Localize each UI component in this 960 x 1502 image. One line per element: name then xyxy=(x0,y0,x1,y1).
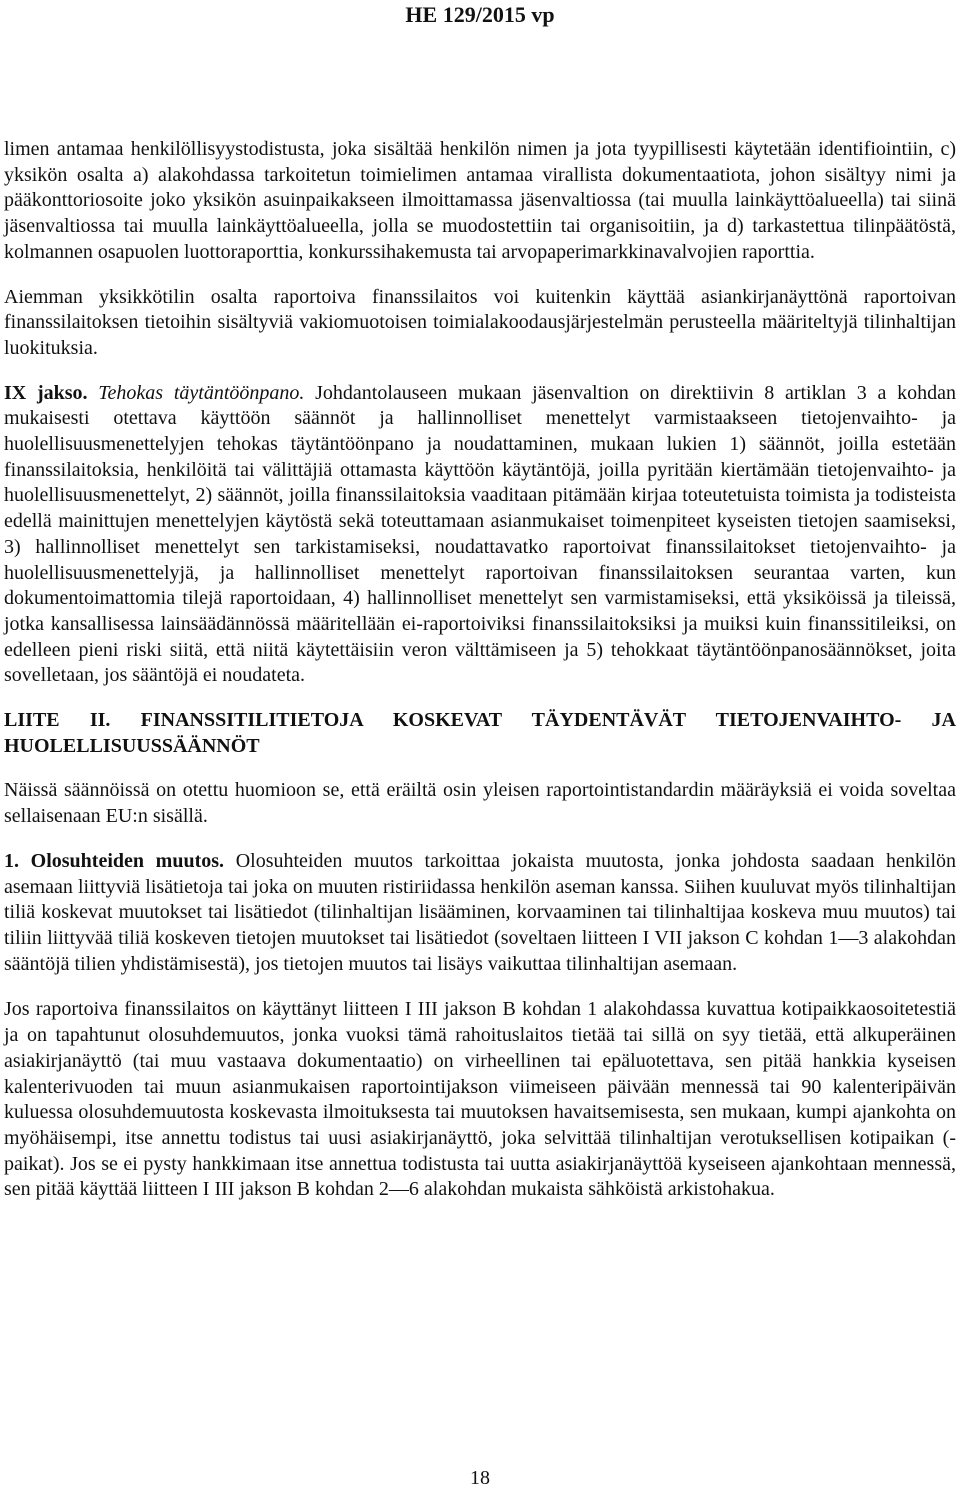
paragraph-identification-docs: limen antamaa henkilöllisyystodistusta, joka sisältää henkilön nimen ja jota tyypillisesti käytetään identifiointiin, c) yksikön osalta a) alakohdassa tarkoitetun toimielimen antamaa virallista dokumentaatiota, johon sisältyy nimi ja pääkonttoriosoite joko yksikön asuinpaikakseen ilmoittamassa jäsenvaltiossa (tai muulla lainkäyttöalueella) tai siinä jäsenvaltiossa tai muulla lainkäyttöalueella, jolla se muodostettiin tai organisoitiin, ja d) tarkastettua tilinpäätöstä, kolmannen osapuolen luottoraporttia, konkurssihakemusta tai arvopaperimarkkinavalvojien raporttia. xyxy=(4,138,956,263)
paragraph-change-in-circumstances xyxy=(4,849,956,978)
section-ix-title: Tehokas täytäntöönpano. xyxy=(98,381,305,404)
section-ix-label: IX jakso. xyxy=(4,381,88,404)
annex-ii-heading: LIITE II. FINANSSITILITIETOJA KOSKEVAT TÄYDENTÄVÄT TIETOJENVAIHTO- JA HUOLELLISUUSSÄÄNNÖT xyxy=(4,709,956,757)
document-body xyxy=(4,137,956,1203)
paragraph-residence-address-test: Jos raportoiva finanssilaitos on käyttänyt liitteen I III jakson B kohdan 1 alakohdassa kuvattua kotipaikkaosoitetestiä ja on tapahtunut olosuhdemuutos, jonka vuoksi tämä rahoituslaitos tietää tai sillä on syy tietää, että alkuperäinen asiakirjanäyttö (tai muu vastaava dokumentaatio) on virheellinen tai epäluotettava, sen pitää hankkia kyseisen kalenterivuoden tai muun asianmukaisen raportointijakson viimeiseen päivään mennessä tai 90 kalenteripäivän kuluessa olosuhdemuutosta koskevasta ilmoituksesta tai muutoksen havaitsemisesta, sen mukaan, kumpi ajankohta on myöhäisempi, itse annettu todistus tai uusi asiakirjanäyttö, joka selvittää tilinhaltijan verotuksellisen kotipaikan (-paikat). Jos se ei pysty hankkimaan itse annettua todistusta tai uutta asiakirjanäyttöä kyseiseen ajankohtaan mennessä, sen pitää käyttää liitteen I III jakson B kohdan 2—6 alakohdan mukaista sähköistä arkistohakua. xyxy=(4,998,956,1201)
document-header: HE 129/2015 vp xyxy=(405,2,555,27)
change-in-circumstances-label: 1. Olosuhteiden muutos. xyxy=(4,849,225,872)
page-number: 18 xyxy=(470,1467,490,1489)
section-ix-body: Johdantolauseen mukaan jäsenvaltion on direktiivin 8 artiklan 3 a kohdan mukaisesti otettava käyttöön säännöt ja hallinnolliset menettelyt varmistaakseen tietojenvaihto- ja huolellisuusmenettelyjen tehokas täytäntöönpano ja noudattaminen, mukaan lukien 1) säännöt, joilla estetään finanssilaitoksia, henkilöitä tai välittäjiä ottamasta käyttöön käytäntöjä, joilla pyritään kiertämään tietojenvaihto- ja huolellisuusmenettelyt, 2) säännöt, joilla finanssilaitoksia vaaditaan pitämään kirjaa toteutetuista toimista ja todisteista edellä mainittujen menettelyjen käytöstä sekä toteuttamaan asianmukaiset toimenpiteet kyseisten tietojen saamiseksi, 3) hallinnolliset menettelyt sen tarkistamiseksi, noudattavatko raportoivat finanssilaitokset tietojenvaihto- ja huolellisuusmenettelyjä, ja hallinnolliset menettelyt raportoivan finanssilaitoksen seurantaa varten, kun dokumentoimattomia tilejä raportoidaan, 4) hallinnolliset menettelyt sen varmistamiseksi, että yksiköissä ja tileissä, jotka kansallisessa lainsäädännössä määritellään ei-raportoiviksi finanssilaitoksiksi ja muiksi kuin finanssitileiksi, on edelleen pieni riski siitä, että niitä käytettäisiin veron välttämiseen ja 5) tehokkaat täytäntöönpanosäännökset, joita sovelletaan, jos sääntöjä ei noudateta. xyxy=(4,381,957,687)
change-in-circumstances-body: Olosuhteiden muutos tarkoittaa jokaista muutosta, jonka johdosta saadaan henkilön asemaan liittyviä lisätietoja tai joka on muuten ristiriidassa henkilön aseman kanssa. Siihen kuuluvat myös tilinhaltijan tiliä koskevat muutokset tai lisätiedot (tilinhaltijan lisääminen, korvaaminen tai tilinhaltijaa koskeva muu muutos) tai tiliin liittyvää tiliä koskeven tietojen muutokset tai lisätiedot (soveltaen liitteen I VII jakson C kohdan 1—3 alakohdan sääntöjä tilien yhdistämisestä), jos tietojen muutos tai lisäys vaikuttaa tilinhaltijan asemaan. xyxy=(4,849,957,975)
paragraph-preexisting-entity-accounts: Aiemman yksikkötilin osalta raportoiva finanssilaitos voi kuitenkin käyttää asiankirjanäyttönä raportoivan finanssilaitoksen tietoihin sisältyviä vakiomuotoisen toimialakoodausjärjestelmän perusteella määriteltyjä tilinhaltijan luokituksia. xyxy=(4,285,956,359)
paragraph-section-ix xyxy=(4,381,956,689)
paragraph-annex-intro: Näissä säännöissä on otettu huomioon se, että eräiltä osin yleisen raportointistandardin määräyksiä ei voida soveltaa sellaisenaan EU:n sisällä. xyxy=(4,779,956,828)
